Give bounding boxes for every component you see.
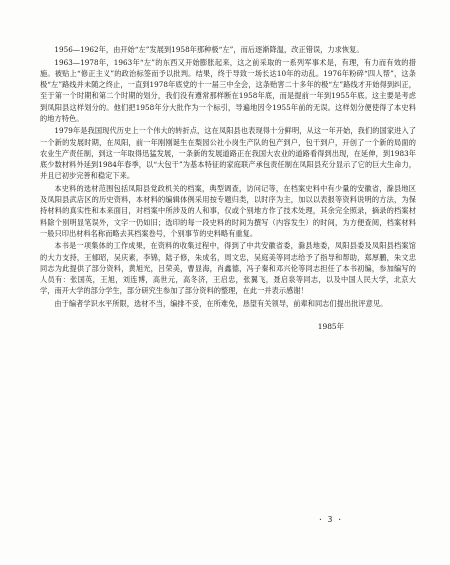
paragraph-2: 1963—1978年，1963年“左”的东西又开始膨胀起来，这之前采取的一系列军事术是，有理，有力而有效的措施。被贴上“修正主义”的政治标签而予以批判。结果，终于导致一场长达10年的动乱。1976年粉碎“四人帮”，这条极“左”路线并未随之终止，一直到1978年底党的十一届三中全会，这条贻害二十多年的极“左”路线才开始得到纠正，至于第一个时期和第二个时期的划分，我们没有遵常那样断在1958年底，而是提前一年到1955年底。这主要是考虑到凤阳县这样划分的。他们把1958年分大批作为一个标引，导遍地因令1955年前的无误。这样划分便使得了本史料的地方特色。	[40, 57, 416, 123]
paragraph-6: 由于编者学识水平所限，选材不当，编排不妥，在所难免，恳望有关领导，前辈和同志们提出批评意见。	[54, 298, 388, 308]
paragraph-3: 1979年是我国现代历史上一个伟大的转折点，这在凤阳县也表现得十分鲜明，从这一年开始，我们的国家进入了一个新的发展时期，在凤阳，前一年刚刚诞生在梨园公社小岗生产队的包产到户，包干到户，开创了一个新的局面的农业生产责任制，到这一年取得迅猛发展，一条新的发展道路正在我国大农业的道路看得到出现，在延伸，到1983年底少数材料外延到1984年春季，以“大包干”为基本特征的家庭联产承包责任制在凤阳县充分显示了它的巨大生命力，并且已初步完善和稳定下来。	[40, 126, 416, 181]
paragraph-4: 本史料的选材范围包括凤阳县党政机关的档案，典型调查，访问记等，在档案史料中有少量的安徽省，滁县地区及凤阳县武店区的历史资料，本材料的编辑体例采用按专题归类，以时序为主，加以以表报等资料说明的方法，为保持材料的真实性和本来面目，对档案中所涉及的人和事，仅或个别地方作了技术处理，其余完全照录，摘录的档案材料除个别明显笔误外，文字一仍如旧；选印的每一段史料的时间为撰写（内容发生）的时间，为方便查阅，档案材料一般只印出材料名称而略去其档案卷号，个别事节的史料略有重复。	[40, 183, 416, 238]
paragraph-5: 本书是一项集体的工作成果，在资料的收集过程中，得到了中共安徽省委，滁县地委，凤阳县委及凤阳县档案馆的大力支持，王郁昭，吴庆素，李锦，陆子修，朱成名，周文忠，吴庭美等同志给予了指导和帮助，郑厚鹏，朱文忠同志为此提供了部分资料，黄旭光，吕荣美，曹显海，肖鑫德，冯子秦和邓兴伦等同志担任了本书初编，参加编写的人员有：张国英，王旭，刘连博，高世元，高冬济，王启忠，张翼飞，聂启泉等同志，以及中国人民大学，北京大学，南开大学的部分学生，部分研究生参加了部分资料的整理，在此一并表示感谢！	[40, 241, 416, 296]
date-line: 1985年	[317, 322, 344, 332]
preface-body	[40, 44, 416, 332]
paragraph-1: 1956—1962年，由开始“左”发展到1958年那种极“左”，而后逐渐降温，改正错误，力求恢复。	[54, 45, 364, 54]
page-number: · 3 ·	[318, 515, 343, 524]
